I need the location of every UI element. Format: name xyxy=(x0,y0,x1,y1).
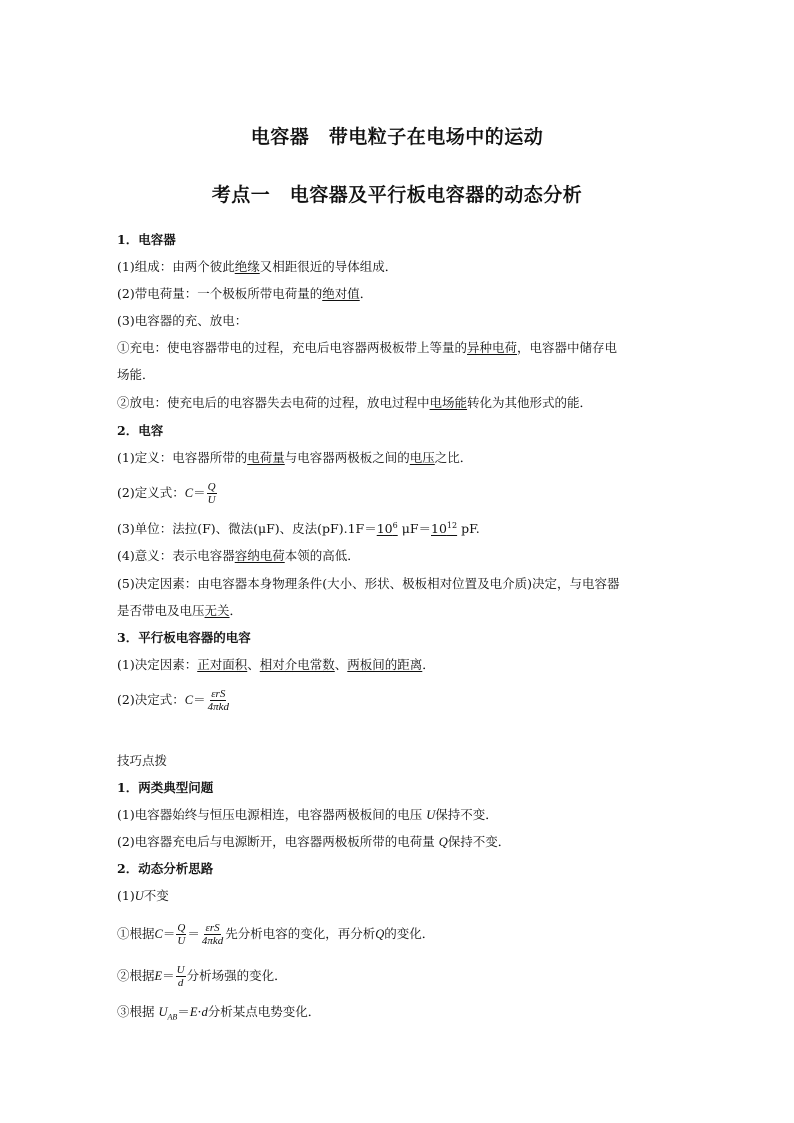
denominator: 4πkd xyxy=(201,934,224,947)
text: (2)决定式： xyxy=(117,692,185,707)
formula-variable: U xyxy=(158,1005,168,1019)
formula-variable: d xyxy=(201,1005,208,1019)
key-term: 两板间的距离 xyxy=(347,657,423,672)
parallel-formula-line xyxy=(117,686,682,714)
document-title: 电容器 带电粒子在电场中的运动 xyxy=(250,126,544,148)
text: pF. xyxy=(457,521,480,536)
rule-potential-line xyxy=(117,1004,682,1022)
key-term xyxy=(377,521,398,536)
key-term: 容纳电荷 xyxy=(234,548,285,563)
composition-line xyxy=(117,260,682,274)
formula-variable: E xyxy=(189,1005,198,1019)
denominator: d xyxy=(177,976,184,989)
text: 保持不变． xyxy=(435,807,498,822)
key-term: 正对面积 xyxy=(197,657,248,672)
key-term: 相对介电常数 xyxy=(259,657,335,672)
fraction xyxy=(176,922,186,947)
formula-variable: C xyxy=(184,486,194,500)
key-term: 绝缘 xyxy=(234,259,260,274)
equals-sign: ＝ xyxy=(193,692,206,707)
text: 分析某点电势变化． xyxy=(207,1004,321,1019)
factors-line-cont xyxy=(117,604,682,618)
text: 之比． xyxy=(434,450,473,465)
text: 转化为其他形式的能． xyxy=(467,395,593,410)
text: 是否带电及电压 xyxy=(117,603,205,618)
subscript: AB xyxy=(167,1012,178,1022)
charge-amount-line xyxy=(117,287,682,301)
text: (1)电容器始终与恒压电源相连，电容器两极板间的电压 xyxy=(117,807,427,822)
text: (1)定义：电容器所带的 xyxy=(117,450,248,465)
constant-charge-line xyxy=(117,835,682,849)
text: ，电容器中储存电 xyxy=(517,340,618,355)
text: (1)组成：由两个彼此 xyxy=(117,259,235,274)
text: (4)意义：表示电容器 xyxy=(117,548,235,563)
text: (2)定义式： xyxy=(117,485,185,500)
numerator: Q xyxy=(177,921,186,934)
constant-voltage-line xyxy=(117,808,682,822)
fraction xyxy=(201,922,224,947)
tips-heading: 技巧点拨 xyxy=(117,753,168,768)
key-term: 无关 xyxy=(204,603,230,618)
formula-variable: C xyxy=(154,927,163,941)
text: ②根据 xyxy=(117,968,155,983)
section-title: 考点一 电容器及平行板电容器的动态分析 xyxy=(211,184,583,206)
equals-sign: ＝ xyxy=(162,926,176,941)
text: 10 xyxy=(431,521,447,536)
key-term: 电荷量 xyxy=(247,450,285,465)
denominator: U xyxy=(177,934,186,947)
text: ①根据 xyxy=(117,926,155,941)
text: 分析场强的变化． xyxy=(186,968,287,983)
text: μF＝ xyxy=(397,521,431,536)
text: ③根据 xyxy=(117,1004,159,1019)
equals-sign: ＝ xyxy=(162,968,175,983)
multiply-dot: · xyxy=(197,1004,202,1019)
text: 本领的高低． xyxy=(284,548,360,563)
text: (2)带电荷量：一个极板所带电荷量的 xyxy=(117,286,323,301)
text: 保持不变． xyxy=(447,834,511,849)
text: (3)单位：法拉(F)、微法(μF)、皮法(pF).1F＝ xyxy=(117,521,377,536)
rule-field-line xyxy=(117,961,682,991)
equals-sign: ＝ xyxy=(193,485,206,500)
key-term: 电压 xyxy=(409,450,435,465)
numerator: Q xyxy=(207,480,216,493)
text: (1)决定因素： xyxy=(117,657,198,672)
text: 不变 xyxy=(143,888,169,903)
separator: 、 xyxy=(247,657,260,672)
fraction xyxy=(207,481,217,506)
text: 又相距很近的导体组成． xyxy=(259,259,398,274)
definition-formula-line xyxy=(117,479,682,507)
text: 的变化． xyxy=(384,926,435,941)
meaning-line xyxy=(117,549,682,563)
formula-variable: Q xyxy=(438,835,448,849)
heading-capacitance: 2．电容 xyxy=(117,423,164,438)
key-term: 电场能 xyxy=(429,395,468,410)
denominator: U xyxy=(207,493,216,506)
text: ②放电：使充电后的电容器失去电荷的过程，放电过程中 xyxy=(117,395,430,410)
separator: 、 xyxy=(334,657,348,672)
text: (1) xyxy=(117,888,135,903)
heading-dynamic-analysis: 2．动态分析思路 xyxy=(117,861,214,876)
text: ． xyxy=(422,657,435,672)
heading-capacitor: 1．电容器 xyxy=(117,232,176,247)
u-constant-line xyxy=(117,889,682,903)
key-term xyxy=(431,521,457,536)
denominator: 4πkd xyxy=(207,700,229,713)
charging-line-cont: 场能． xyxy=(117,367,155,382)
fraction xyxy=(176,964,186,989)
text: ①充电：使电容器带电的过程，充电后电容器两极板带上等量的 xyxy=(117,340,468,355)
equals-sign: ＝ xyxy=(177,1004,190,1019)
text: ． xyxy=(229,603,243,618)
unit-line xyxy=(117,522,682,536)
text: 与电容器两极板之间的 xyxy=(284,450,410,465)
parallel-factors-line xyxy=(117,658,682,672)
definition-line xyxy=(117,451,682,465)
formula-variable: E xyxy=(154,969,163,983)
numerator: U xyxy=(176,963,185,976)
exponent: 6 xyxy=(392,520,398,530)
heading-two-problems: 1．两类典型问题 xyxy=(117,780,214,795)
rule-capacitance-line xyxy=(117,919,682,949)
text: 先分析电容的变化，再分析 xyxy=(225,926,376,941)
fraction xyxy=(207,688,230,713)
formula-variable: U xyxy=(134,889,144,903)
charging-line xyxy=(117,341,682,355)
text: ． xyxy=(359,286,373,301)
formula-variable: U xyxy=(426,808,436,822)
numerator: εrS xyxy=(205,921,220,934)
text: (2)电容器充电后与电源断开，电容器两极板所带的电荷量 xyxy=(117,834,439,849)
numerator: εrS xyxy=(211,687,226,700)
equals-sign: ＝ xyxy=(187,926,200,941)
key-term: 异种电荷 xyxy=(467,340,518,355)
factors-line: (5)决定因素：由电容器本身物理条件(大小、形状、极板相对位置及电介质)决定，与电容器 xyxy=(117,576,620,591)
heading-parallel-plate: 3．平行板电容器的电容 xyxy=(117,630,251,645)
exponent: 12 xyxy=(446,520,458,530)
formula-variable: Q xyxy=(375,927,385,941)
text: 10 xyxy=(376,521,393,536)
formula-variable: C xyxy=(184,693,194,707)
key-term: 绝对值 xyxy=(322,286,360,301)
discharging-line xyxy=(117,396,682,410)
charge-discharge-line: (3)电容器的充、放电： xyxy=(117,313,248,328)
